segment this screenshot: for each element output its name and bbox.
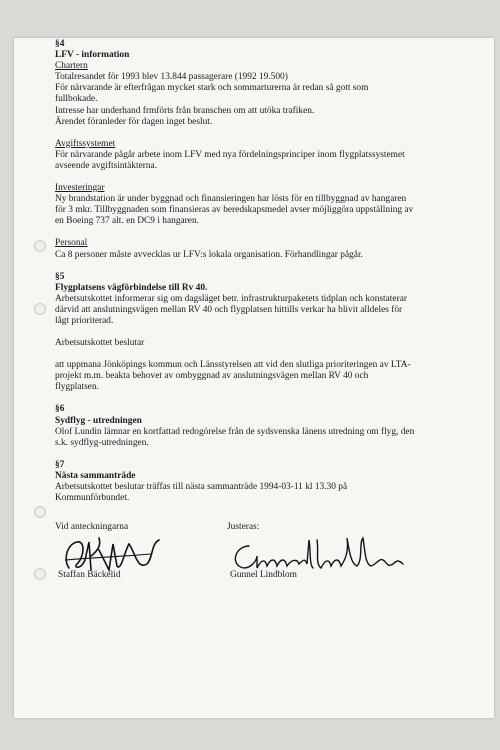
subheading-personal: Personal (55, 238, 88, 249)
text-line: lågt prioriterad. (55, 315, 114, 326)
text-line: Arbetsutskottet beslutar träffas till nästa sammanträde 1994-03-11 kl 13.30 på (55, 482, 348, 492)
signature-name-left: Staffan Bäckelid (58, 570, 121, 580)
text-line: att uppmana Jönköpings kommun och Länsstyrelsen att vid den slutliga prioriteringen av LTA- (55, 360, 411, 371)
signature-left (55, 522, 185, 580)
section-title-7: Nästa sammanträde (55, 470, 136, 481)
text-line: en Boeing 737 alt. en DC9 i hangaren. (55, 216, 199, 227)
text-line: För närvarande pågår arbete inom LFV med nya fördelningsprinciper inom flygplatssystemet (55, 149, 405, 160)
text-line: projekt m.m. beakta behovet av ombyggnad av anslutningsvägen mellan RV 40 och (55, 371, 369, 382)
section-number-6: §6 (55, 404, 65, 415)
punch-hole (34, 506, 46, 518)
text-line: för 3 mkr. Tillbyggnaden som finansieras av beredskapsmedel avser möjliggöra uppställning av (55, 205, 414, 216)
text-line: Olof Lundin lämnar en kortfattad redogörelse från de sydsvenska länens utredning om flyg, den (55, 426, 415, 437)
text-line: fullbokade. (55, 94, 98, 105)
section-title-6: Sydflyg - utredningen (55, 415, 142, 426)
text-line: Ärendet föranleder för dagen inget beslut. (55, 116, 213, 127)
signature-right (227, 522, 427, 580)
text-line: s.k. sydflyg-utredningen. (55, 437, 149, 448)
text-line: Intresse har underhand frmförts från branschen om att utöka trafiken. (55, 105, 315, 116)
text-line: Arbetsutskottet informerar sig om dagsläget betr. infrastrukturpaketets tidplan och konstaterar (55, 293, 407, 304)
subheading-avgift: Avgiftssystemet (55, 138, 116, 149)
section-title-4: LFV - information (55, 50, 130, 61)
signature-caption-right: Justeras: (227, 522, 260, 532)
subheading-invest: Investeringar (55, 183, 105, 194)
minutes-body (55, 39, 445, 504)
punch-hole (34, 240, 46, 252)
text-line: Ny brandstation är under byggnad och finansieringen har lösts för en tillbyggnad av hangaren (55, 194, 407, 205)
text-line: avseende avgiftsintäkterna. (55, 160, 158, 171)
text-line: För närvarande är efterfrågan mycket stark och sommarturerna är redan så gott som (55, 83, 369, 94)
section-title-5: Flygplatsens vägförbindelse till Rv 40. (55, 282, 208, 293)
decision-line: Arbetsutskottet beslutar (55, 338, 145, 349)
section-number-5: §5 (55, 271, 65, 282)
text-line: Ca 8 personer måste avvecklas ur LFV:s lokala organisation. Förhandlingar pågår. (55, 249, 363, 260)
section-number-7: §7 (55, 459, 65, 470)
signature-name-right: Gunnel Lindblom (230, 570, 297, 580)
section-number-4: §4 (55, 39, 65, 49)
text-line: flygplatsen. (55, 382, 100, 393)
punch-hole (34, 568, 46, 580)
signature-caption-left: Vid anteckningarna (55, 522, 129, 532)
signature-block (55, 522, 445, 612)
punch-hole (34, 303, 46, 315)
text-line: Kommunförbundet. (55, 493, 130, 504)
text-line: Totalresandet för 1993 blev 13.844 passagerare (1992 19.500) (55, 72, 288, 83)
text-line: därvid att anslutningsvägen mellan RV 40 och flygplatsen hittills verkar ha blivit alldeles för (55, 304, 403, 315)
subheading-charter: Chartern (55, 61, 88, 72)
